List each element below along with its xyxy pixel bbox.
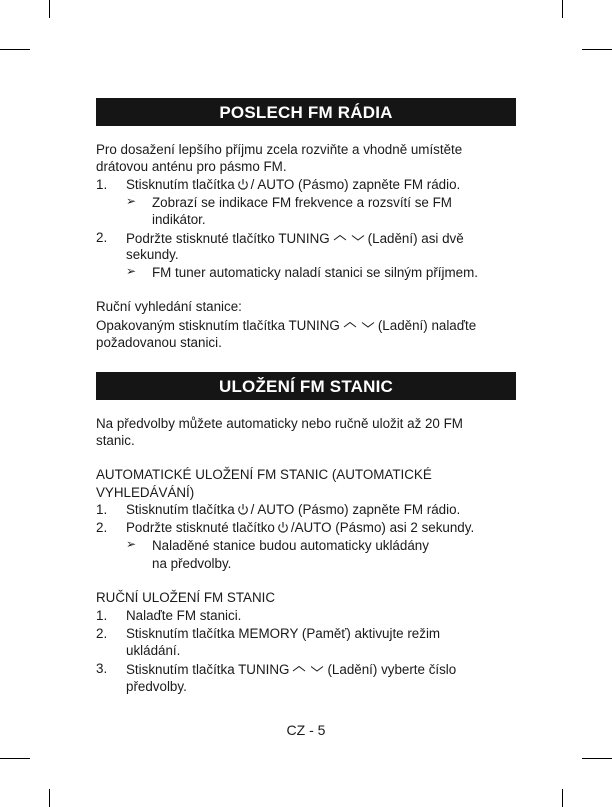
text-pre: Opakovaným stisknutím tlačítka TUNING [96,318,340,333]
note-line: na předvolby. [152,556,232,571]
step-text-cont: předvolby. [126,679,187,694]
manual-store-heading: RUČNÍ ULOŽENÍ FM STANIC [96,590,276,605]
step-text-pre: Stisknutím tlačítka [126,177,235,192]
step-text [126,176,460,195]
auto-store-heading: VYHLEDÁVÁNÍ) [96,485,195,500]
power-icon [277,521,289,538]
tuning-arrows-icon [343,316,375,333]
step-number: 2. [96,520,108,535]
step-text-post: (Ladění) vyberte číslo [327,662,457,677]
step-text-cont: ukládání. [126,643,181,658]
step-text: Stisknutím tlačítka MEMORY (Paměť) aktivujte režim [126,626,441,641]
step-text [126,501,460,520]
section-title-store-stations: ULOŽENÍ FM STANIC [96,372,516,400]
step-number: 1. [96,502,108,517]
step-text-cont: sekundy. [126,247,179,262]
intro-line: stanic. [96,433,135,448]
text-post: (Ladění) nalaďte [377,318,477,333]
power-icon [237,503,249,520]
section-title-fm-radio: POSLECH FM RÁDIA [96,98,516,126]
step-text-pre: Stisknutím tlačítka [126,502,235,517]
step-text: Nalaďte FM stanici. [126,608,242,623]
auto-store-heading: AUTOMATICKÉ ULOŽENÍ FM STANIC (AUTOMATICKÉ [96,467,432,482]
step-text-post: / AUTO (Pásmo) zapněte FM rádio. [250,177,461,192]
crop-mark [582,758,612,759]
step-text [126,229,464,247]
note-line: Zobrazí se indikace FM frekvence a rozsvítí se FM [152,195,452,210]
power-icon [237,178,249,195]
step-text [126,660,456,678]
step-number: 3. [96,661,108,676]
page-number: CZ - 5 [286,722,326,738]
manual-search-heading: Ruční vyhledání stanice: [96,299,242,314]
crop-mark [0,49,30,50]
step-number: 1. [96,608,108,623]
tuning-arrows-icon [292,660,324,677]
step-text-post: (Ladění) asi dvě [367,231,464,246]
arrow-bullet-icon: ➢ [126,194,137,208]
note-line: FM tuner automaticky naladí stanici se silným příjmem. [152,265,478,280]
crop-mark [49,789,50,807]
arrow-bullet-icon: ➢ [126,264,137,278]
step-number: 2. [96,626,108,641]
step-text-pre: Stisknutím tlačítka TUNING [126,662,290,677]
crop-mark [0,758,30,759]
manual-search-text [96,316,476,334]
note-line: indikátor. [152,212,206,227]
crop-mark [562,789,563,807]
step-text-pre: Podržte stisknuté tlačítko [126,520,275,535]
intro-line: Pro dosažení lepšího příjmu zcela rozviňte a vhodně umístěte [96,142,463,157]
step-number: 1. [96,177,108,192]
intro-line: Na předvolby můžete automaticky nebo ručně uložit až 20 FM [96,416,463,431]
step-text-post: / AUTO (Pásmo) zapněte FM rádio. [250,502,461,517]
step-text [126,519,474,538]
step-text-post: /AUTO (Pásmo) asi 2 sekundy. [290,520,475,535]
step-text-pre: Podržte stisknuté tlačítko TUNING [126,231,330,246]
step-number: 2. [96,230,108,245]
crop-mark [582,49,612,50]
manual-search-text-cont: požadovanou stanici. [96,335,222,350]
intro-line: drátovou anténu pro pásmo FM. [96,159,287,174]
note-line: Naladěné stanice budou automaticky ukládány [152,538,429,553]
tuning-arrows-icon [333,229,365,246]
crop-mark [562,0,563,18]
crop-mark [49,0,50,18]
arrow-bullet-icon: ➢ [126,537,137,551]
